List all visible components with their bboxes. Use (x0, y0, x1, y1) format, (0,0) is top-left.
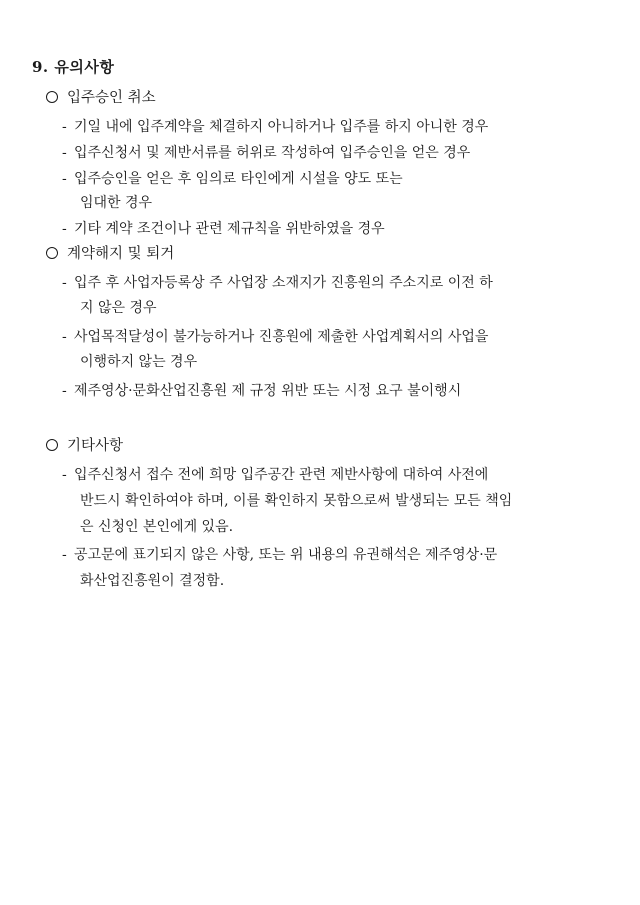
list-item-continuation: 이행하지 않는 경우 (80, 354, 198, 370)
dash-bullet: - (62, 171, 67, 187)
list-item (62, 380, 461, 400)
list-item-continuation: 화산업진흥원이 결정함. (80, 573, 225, 589)
dash-bullet: - (62, 329, 67, 345)
subheading-misc (46, 434, 123, 455)
list-item-text: 입주신청서 및 제반서류를 허위로 작성하여 입주승인을 얻은 경우 (74, 145, 471, 161)
list-item-text: 사업목적달성이 불가능하거나 진흥원에 제출한 사업계획서의 사업을 (74, 329, 489, 345)
dash-bullet: - (62, 119, 67, 135)
dash-bullet: - (62, 275, 67, 291)
dash-bullet: - (62, 383, 67, 399)
list-item-text: 기타 계약 조건이나 관련 제규칙을 위반하였을 경우 (74, 221, 385, 237)
subheading-label: 입주승인 취소 (67, 90, 156, 106)
list-item (62, 326, 488, 346)
list-item-text: 제주영상·문화산업진흥원 제 규정 위반 또는 시정 요구 불이행시 (74, 383, 462, 399)
list-item-text: 공고문에 표기되지 않은 사항, 또는 위 내용의 유권해석은 제주영상·문 (74, 547, 498, 563)
list-item (62, 116, 488, 136)
dash-bullet: - (62, 467, 67, 483)
list-item (62, 168, 403, 188)
list-item-text: 입주승인을 얻은 후 임의로 타인에게 시설을 양도 또는 (74, 171, 403, 187)
dash-bullet: - (62, 145, 67, 161)
list-item (62, 272, 493, 292)
dash-bullet: - (62, 221, 67, 237)
list-item-continuation: 지 않은 경우 (80, 300, 157, 316)
list-item (62, 218, 385, 238)
list-item-continuation: 반드시 확인하여야 하며, 이를 확인하지 못함으로써 발생되는 모든 책임 (80, 493, 513, 509)
list-item (62, 464, 488, 484)
list-item-continuation: 은 신청인 본인에게 있음. (80, 519, 234, 535)
circle-bullet-icon (46, 91, 58, 103)
list-item-text: 입주 후 사업자등록상 주 사업장 소재지가 진흥원의 주소지로 이전 하 (74, 275, 493, 291)
section-heading: 9. 유의사항 (32, 58, 115, 76)
list-item-continuation: 임대한 경우 (80, 195, 153, 211)
subheading-approval-cancellation (46, 86, 156, 107)
circle-bullet-icon (46, 247, 58, 259)
list-item-text: 입주신청서 접수 전에 희망 입주공간 관련 제반사항에 대하여 사전에 (74, 467, 489, 483)
list-item (62, 544, 497, 564)
dash-bullet: - (62, 547, 67, 563)
subheading-termination (46, 242, 174, 263)
list-item (62, 142, 470, 162)
list-item-text: 기일 내에 입주계약을 체결하지 아니하거나 입주를 하지 아니한 경우 (74, 119, 489, 135)
subheading-label: 기타사항 (67, 438, 124, 454)
circle-bullet-icon (46, 439, 58, 451)
subheading-label: 계약해지 및 퇴거 (67, 246, 175, 262)
